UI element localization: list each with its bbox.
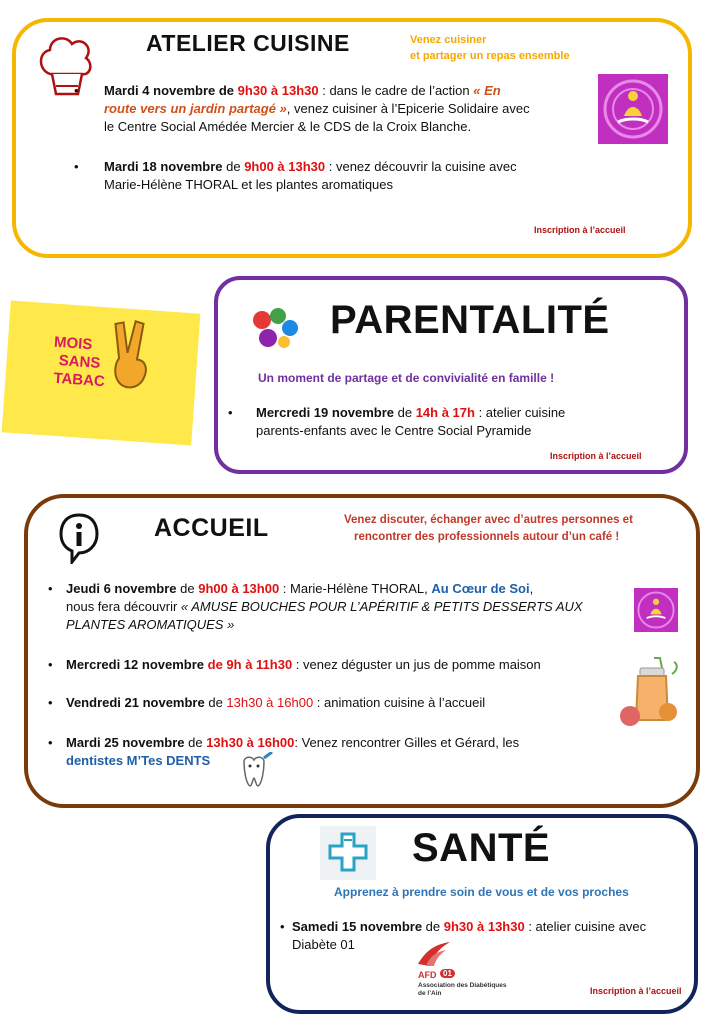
tabac-line-2: SANS <box>58 352 101 372</box>
atelier-item-1-line-2 <box>104 100 530 118</box>
parentalite-item-1-text-a: : atelier cuisine <box>474 405 566 420</box>
accueil-item-4-date: Mardi 25 novembre <box>66 735 185 750</box>
accueil-item-1-de: de <box>176 581 199 596</box>
parentalite-inscription: Inscription à l’accueil <box>550 451 642 461</box>
afd-name-1: Association des Diabétiques <box>418 982 507 989</box>
accueil-item-1-text-b: , <box>529 581 534 596</box>
parentalite-tagline: Un moment de partage et de convivialité en famille ! <box>258 371 555 385</box>
atelier-tagline-1: Venez cuisiner <box>410 34 487 46</box>
victory-hand-icon <box>102 317 157 400</box>
afd-code: AFD <box>418 970 437 980</box>
parentalite-title: PARENTALITÉ <box>330 298 610 342</box>
parentalite-item-1-date: Mercredi 19 novembre <box>256 405 395 420</box>
sante-item-1-line-1 <box>292 918 646 936</box>
accueil-item-1-text-c: nous fera découvrir <box>66 599 181 614</box>
accueil-item-4-line-1 <box>66 734 519 752</box>
atelier-item-2-text-a: : venez découvrir la cuisine avec <box>325 159 517 174</box>
accueil-item-1-text-d: « AMUSE BOUCHES POUR L’APÉRITIF & PETITS DESSERTS AUX <box>180 599 583 614</box>
chef-hat-icon <box>36 30 96 100</box>
atelier-item-1-action-2: route vers un jardin partagé » <box>104 101 287 116</box>
accueil-item-1-line-2 <box>66 598 583 616</box>
accueil-item-1-line-3: PLANTES AROMATIQUES » <box>66 617 235 632</box>
bullet: • <box>74 83 79 98</box>
accueil-item-3-line-1 <box>66 694 485 712</box>
atelier-item-2-de: de <box>222 159 245 174</box>
atelier-inscription: Inscription à l’accueil <box>534 225 626 235</box>
afd-name-2: de l’Ain <box>418 990 442 997</box>
bullet: • <box>48 657 53 672</box>
accueil-tagline-2: rencontrer des professionnels autour d’un café ! <box>354 531 620 543</box>
accueil-item-4-text-a: : Venez rencontrer Gilles et Gérard, les <box>294 735 520 750</box>
atelier-item-2-time: 9h00 à 13h30 <box>244 159 326 174</box>
parentalite-item-1-time: 14h à 17h <box>415 405 475 420</box>
tooth-mascot-icon <box>234 752 274 792</box>
parentalite-item-1-de: de <box>394 405 416 420</box>
atelier-title: ATELIER CUISINE <box>146 30 350 56</box>
wellbeing-icon <box>598 74 668 144</box>
accueil-item-2-text-a: : venez déguster un jus de pomme maison <box>292 657 541 672</box>
accueil-item-4-time: 13h30 à 16h00 <box>206 735 295 750</box>
apple-juice-icon <box>616 654 680 730</box>
accueil-item-1-text-a: : Marie-Hélène THORAL, <box>279 581 432 596</box>
accueil-title: ACCUEIL <box>154 514 269 542</box>
bullet: • <box>48 735 53 750</box>
wellbeing-icon <box>634 588 678 632</box>
info-bubble-icon <box>58 512 100 564</box>
accueil-item-3-de: de <box>204 695 227 710</box>
atelier-item-1-line-1 <box>104 82 501 100</box>
bullet: • <box>228 405 233 420</box>
atelier-cuisine-section <box>12 18 692 258</box>
accueil-item-3-text-a: : animation cuisine à l’accueil <box>313 695 486 710</box>
atelier-item-1-action-1: « En <box>473 83 501 98</box>
sante-item-1-text-a: : atelier cuisine avec <box>524 919 647 934</box>
accueil-tagline-1: Venez discuter, échanger avec d’autres personnes et <box>344 514 633 526</box>
atelier-item-2-line-1 <box>104 158 517 176</box>
atelier-tagline-2: et partager un repas ensemble <box>410 50 570 62</box>
accueil-item-4-de: de <box>184 735 207 750</box>
bullet: • <box>48 581 53 596</box>
accueil-item-2-date: Mercredi 12 novembre <box>66 657 205 672</box>
atelier-item-1-date: Mardi 4 novembre de <box>104 83 238 98</box>
accueil-item-1-org: Au Cœur de Soi <box>431 581 530 596</box>
sante-item-1-time: 9h30 à 13h30 <box>443 919 525 934</box>
accueil-item-3-date: Vendredi 21 novembre <box>66 695 205 710</box>
atelier-item-2-line-2: Marie-Hélène THORAL et les plantes aromatiques <box>104 177 394 192</box>
sante-item-1-line-2: Diabète 01 <box>292 937 355 952</box>
bullet: • <box>280 919 285 934</box>
atelier-item-1-text-b: , venez cuisiner à l’Epicerie Solidaire avec <box>286 101 530 116</box>
mois-sans-tabac-logo <box>2 301 201 446</box>
parentalite-item-1-line-1 <box>256 404 565 422</box>
atelier-item-1-text-a: : dans le cadre de l’action <box>318 83 474 98</box>
afd-logo <box>412 938 526 1004</box>
bullet: • <box>74 159 79 174</box>
tabac-line-3: TABAC <box>52 369 106 391</box>
sante-title: SANTÉ <box>412 826 551 870</box>
bullet: • <box>48 695 53 710</box>
atelier-item-1-time: 9h30 à 13h30 <box>237 83 319 98</box>
atelier-item-1-line-3: le Centre Social Amédée Mercier & le CDS de la Croix Blanche. <box>104 119 472 134</box>
sante-item-1-date: Samedi 15 novembre <box>292 919 423 934</box>
accueil-item-4-org: dentistes M’Tes DENTS <box>66 753 211 768</box>
accueil-item-2-line-1 <box>66 656 541 674</box>
health-cross-icon <box>320 826 376 880</box>
parentalite-item-1-line-2: parents-enfants avec le Centre Social Pyramide <box>256 423 532 438</box>
tabac-line-1: MOIS <box>53 333 93 354</box>
afd-bird-icon <box>416 940 452 968</box>
sante-tagline: Apprenez à prendre soin de vous et de vos proches <box>334 885 629 899</box>
accueil-item-1-line-1 <box>66 580 533 598</box>
accueil-item-1-time: 9h00 à 13h00 <box>198 581 280 596</box>
afd-num: 01 <box>440 969 455 978</box>
sante-inscription: Inscription à l’accueil <box>590 986 682 996</box>
sante-item-1-de: de <box>422 919 444 934</box>
atelier-item-2-date: Mardi 18 novembre <box>104 159 223 174</box>
accueil-item-1-date: Jeudi 6 novembre <box>66 581 177 596</box>
painted-hands-icon <box>248 304 302 352</box>
accueil-item-3-time: 13h30 à 16h00 <box>226 695 314 710</box>
accueil-item-2-time: de 9h à 11h30 <box>204 657 293 672</box>
